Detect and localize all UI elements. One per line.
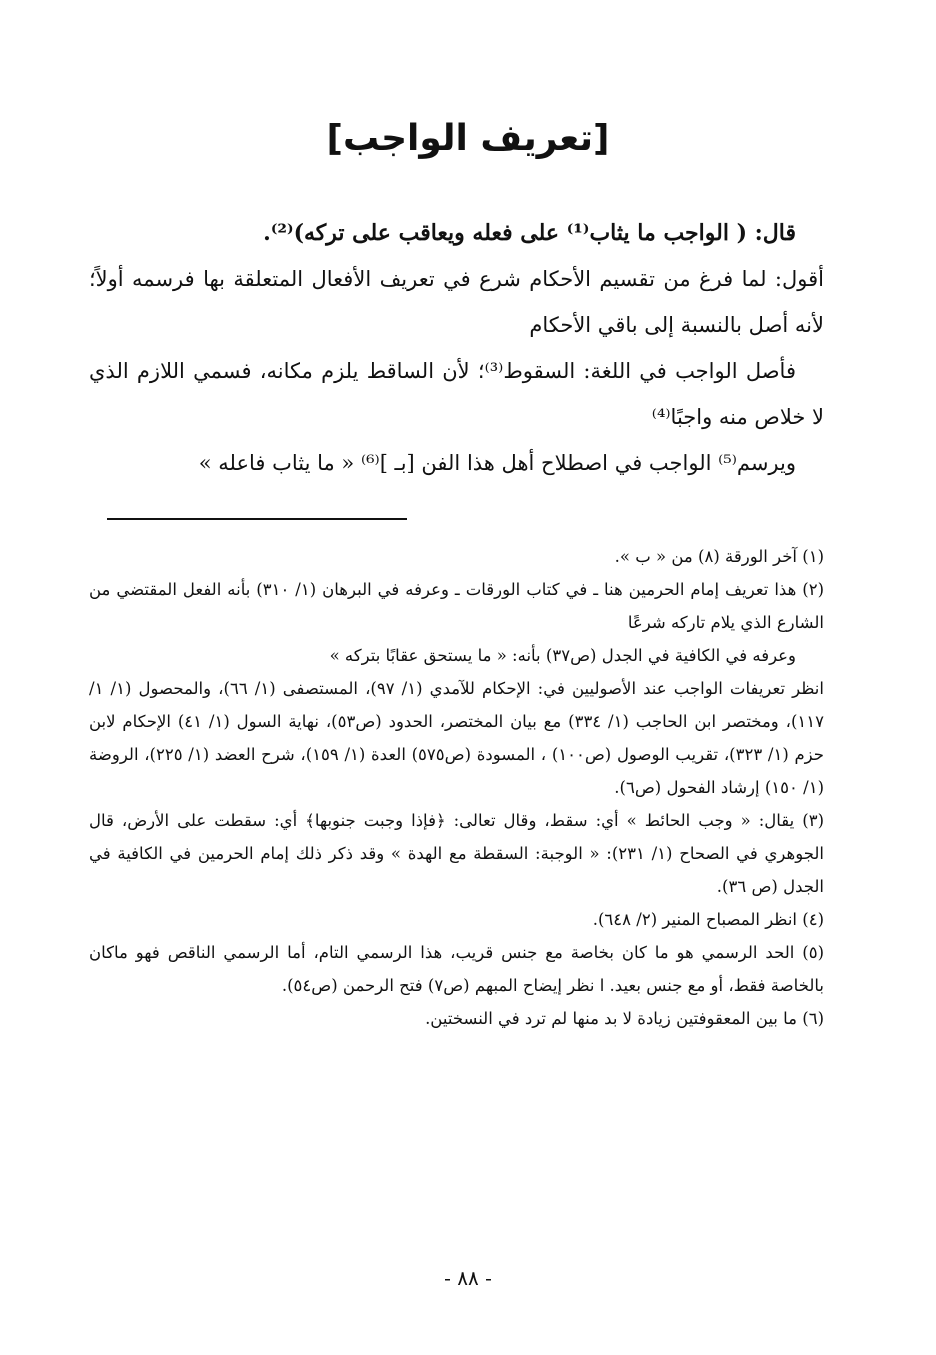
paragraph-commentary: أقول: لما فرغ من تقسيم الأحكام شرع في تعريف الأفعال المتعلقة بها فرسمه أولاً؛ لأنه أصل بالنسبة إلى باقي الأحكام [89, 267, 824, 337]
footnote-4: (٤) انظر المصباح المنير (٢/ ٦٤٨). [592, 910, 824, 929]
footnote-2-continuation: وعرفه في الكافية في الجدل (ص٣٧) بأنه: « ما يستحق عقابًا بتركه » [329, 646, 796, 665]
footnote-5: (٥) الحد الرسمي هو ما كان بخاصة مع جنس قريب، هذا الرسمي التام، أما الرسمي الناقص فهو ماكان بالخاصة فقط، أو مع جنس بعيد. ا نظر إيضاح المبهم (ص٧) فتح الرحمن (ص٥٤). [89, 943, 824, 995]
footnote-3: (٣) يقال: « وجب الحائط » أي: سقط، وقال تعالى: ﴿فإذا وجبت جنوبها﴾ أي: سقطت على الأرض، قال الجوهري في الصحاح (١/ ٢٣١): « الوجبة: السقطة مع الهدة » وقد ذكر ذلك إمام الحرمين في الكافية في الجدل (ص ٣٦). [89, 811, 825, 896]
paragraph-linguistic: فأصل الواجب في اللغة: السقوط⁽³⁾؛ لأن الساقط يلزم مكانه، فسمي اللازم الذي لا خلاص منه واجبًا⁽⁴⁾ [89, 359, 824, 429]
main-text [89, 210, 824, 486]
page-number: - ٨٨ - [444, 1266, 492, 1290]
footnote-2: (٢) هذا تعريف إمام الحرمين هنا ـ في كتاب الورقات ـ وعرفه في البرهان (١/ ٣١٠) بأنه الفعل المقتضي من الشارع الذي يلام تاركه شرعًا [89, 580, 824, 632]
footnote-2-references: انظر تعريفات الواجب عند الأصوليين في: الإحكام للآمدي (١/ ٩٧)، المستصفى (١/ ٦٦)، والمحصول (١/ ١/ ١١٧)، ومختصر ابن الحاجب (١/ ٣٣٤) مع بيان المختصر، الحدود (ص٥٣)، نهاية السول (١/ ٤١) الإحكام لابن حزم (١/ ٣٢٣)، تقريب الوصول (ص١٠٠) ، المسودة (ص٥٧٥) العدة (١/ ١٥٩)، شرح العضد (١/ ٢٢٥)، الروضة (١/ ١٥٠) إرشاد الفحول (ص٦). [89, 679, 824, 797]
section-title: [تعريف الواجب] [326, 118, 610, 159]
footnote-6: (٦) ما بين المعقوفتين زيادة لا بد منها لم ترد في النسختين. [425, 1009, 824, 1028]
footnote-divider [107, 518, 407, 520]
quoted-definition: قال: ( الواجب ما يثاب⁽¹⁾ على فعله ويعاقب على تركه)⁽²⁾. [263, 220, 796, 246]
footnote-1: (١) آخر الورقة (٨) من « ب ». [614, 547, 824, 566]
footnotes [89, 540, 824, 1035]
paragraph-terminology: ويرسم⁽⁵⁾ الواجب في اصطلاح أهل هذا الفن [بـ ]⁽⁶⁾ « ما يثاب فاعله » [198, 451, 796, 475]
